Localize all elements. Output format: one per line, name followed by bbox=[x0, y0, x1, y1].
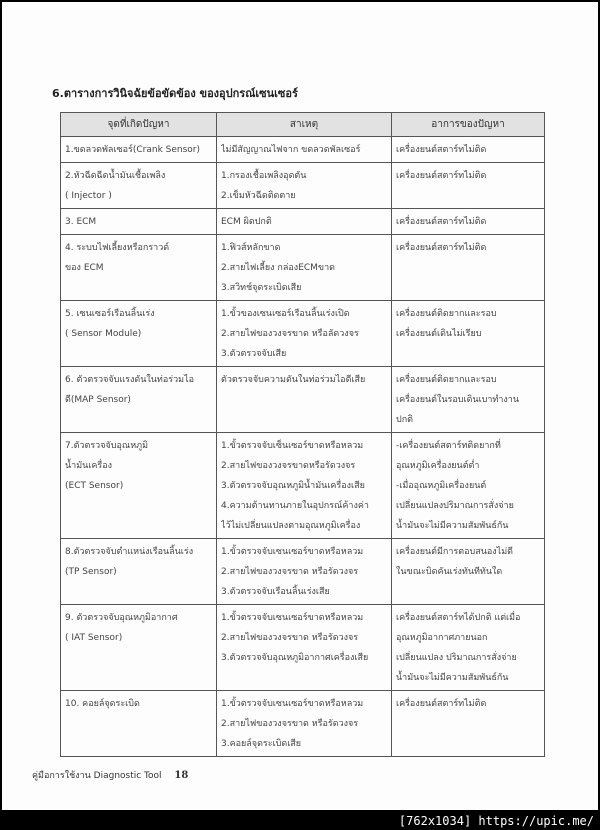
cell-line: 1.ขั้วตรวจจับเซ็นเซอร์ขาดหรือหลวม bbox=[221, 441, 364, 451]
cell-line: 6. ตัวตรวจจับแรงดันในท่อร่วมไอ bbox=[65, 375, 195, 385]
cell-cause bbox=[217, 301, 392, 367]
cell-line: 9. ตัวตรวจจับอุณหภูมิอากาศ bbox=[65, 613, 178, 623]
cell-problem-point bbox=[61, 433, 217, 539]
table-row bbox=[61, 301, 545, 367]
cell-line: ดี(MAP Sensor) bbox=[65, 395, 131, 405]
cell-line: 4.ความต้านทานภายในอุปกรณ์ค้างค่า bbox=[221, 501, 369, 511]
document-page bbox=[2, 2, 598, 810]
cell-symptom bbox=[392, 539, 545, 605]
cell-line: 2.สายไฟเลี้ยง กล่องECMขาด bbox=[221, 263, 335, 273]
cell-line: เครื่องยนต์สตาร์ทได้ปกติ แต่เมื่อ bbox=[396, 613, 521, 623]
cell-problem-point bbox=[61, 163, 217, 209]
table-row bbox=[61, 235, 545, 301]
cell-line: ตัวตรวจจับความดันในท่อร่วมไอดีเสีย bbox=[221, 375, 366, 385]
cell-line: 1.กรองเชื้อเพลิงอุดตัน bbox=[221, 171, 307, 181]
table-row bbox=[61, 367, 545, 433]
cell-cause bbox=[217, 433, 392, 539]
cell-line: เครื่องยนต์สตาร์ทไม่ติด bbox=[396, 217, 487, 227]
cell-line: ปกติ bbox=[396, 415, 414, 425]
cell-line: -เครื่องยนต์สตาร์ทติดยากที่ bbox=[396, 441, 501, 451]
cell-symptom bbox=[392, 433, 545, 539]
cell-line: ( Injector ) bbox=[65, 191, 112, 201]
cell-problem-point bbox=[61, 367, 217, 433]
cell-line: 3.คอยล์จุดระเบิดเสีย bbox=[221, 739, 302, 749]
cell-line: เครื่องยนต์สตาร์ทไม่ติด bbox=[396, 145, 487, 155]
cell-line: 2.สายไฟของวงจรขาดหรือรัดวงจร bbox=[221, 461, 356, 471]
cell-line: น้ำมันเครื่อง bbox=[65, 461, 113, 471]
cell-line: (ECT Sensor) bbox=[65, 481, 124, 491]
cell-line: 1.ขั้วของเซนเซอร์เรือนลิ้นเร่งเปิด bbox=[221, 309, 350, 319]
cell-line: 3.ตัวตรวจจับอุณหภูมิอากาศเครื่องเสีย bbox=[221, 653, 369, 663]
cell-line: เครื่องยนต์เดินไม่เรียบ bbox=[396, 329, 482, 339]
cell-line: ของ ECM bbox=[65, 263, 104, 273]
cell-symptom bbox=[392, 301, 545, 367]
cell-line: เครื่องยนต์สตาร์ทไม่ติด bbox=[396, 699, 487, 709]
cell-problem-point bbox=[61, 539, 217, 605]
cell-symptom bbox=[392, 137, 545, 163]
cell-problem-point bbox=[61, 691, 217, 757]
cell-problem-point bbox=[61, 137, 217, 163]
cell-line: 3.ตัวตรวจจับเสีย bbox=[221, 349, 287, 359]
table-row bbox=[61, 539, 545, 605]
section-title: 6.ตารางการวินิจฉัยข้อขัดข้อง ของอุปกรณ์เซนเซอร์ bbox=[52, 87, 298, 100]
cell-cause bbox=[217, 691, 392, 757]
image-watermark: [762x1034] https://upic.me/ bbox=[398, 814, 594, 828]
cell-line: เปลี่ยนแปลง ปริมาณการสั่งจ่าย bbox=[396, 653, 517, 663]
page-number: 18 bbox=[174, 770, 189, 781]
cell-problem-point bbox=[61, 235, 217, 301]
cell-line: เครื่องยนต์สตาร์ทไม่ติด bbox=[396, 171, 487, 181]
cell-cause bbox=[217, 539, 392, 605]
cell-line: 1.ขั้วตรวจจับเซนเซอร์ขาดหรือหลวม bbox=[221, 547, 364, 557]
cell-line: เครื่องยนต์ติดยากและรอบ bbox=[396, 375, 497, 385]
cell-line: 1.ขั้วตรวจจับเซนเซอร์ขาดหรือหลวม bbox=[221, 699, 364, 709]
cell-line: อุณหภูมิอากาศภายนอก bbox=[396, 633, 488, 643]
cell-line: 3. ECM bbox=[65, 217, 97, 227]
cell-line: ไว้ไม่เปลี่ยนแปลงตามอุณหภูมิเครื่อง bbox=[221, 521, 361, 531]
cell-cause bbox=[217, 235, 392, 301]
cell-line: ไม่มีสัญญาณไฟจาก ขดลวดพัลเซอร์ bbox=[221, 145, 361, 155]
cell-symptom bbox=[392, 163, 545, 209]
cell-line: 3.สวิทช์จุดระเบิดเสีย bbox=[221, 283, 302, 293]
cell-line: ECM ผิดปกติ bbox=[221, 217, 272, 227]
cell-line: เปลี่ยนแปลงปริมาณการสั่งจ่าย bbox=[396, 501, 514, 511]
cell-line: 2.เข็มหัวฉีดติดตาย bbox=[221, 191, 296, 201]
cell-problem-point bbox=[61, 301, 217, 367]
table-row bbox=[61, 433, 545, 539]
cell-symptom bbox=[392, 691, 545, 757]
cell-symptom bbox=[392, 209, 545, 235]
cell-problem-point bbox=[61, 605, 217, 691]
cell-line: 4. ระบบไฟเลี้ยงหรือกราวด์ bbox=[65, 243, 170, 253]
cell-cause bbox=[217, 163, 392, 209]
cell-line: 2.สายไฟของวงจรขาด หรือรัดวงจร bbox=[221, 633, 359, 643]
table-row bbox=[61, 137, 545, 163]
footer-label: คู่มือการใช้งาน Diagnostic Tool bbox=[32, 771, 162, 781]
cell-line: 1.ฟิวส์หลักขาด bbox=[221, 243, 281, 253]
cell-line: (TP Sensor) bbox=[65, 567, 117, 577]
cell-line: เครื่องยนต์สตาร์ทไม่ติด bbox=[396, 243, 487, 253]
cell-line: น้ำมันจะไม่มีความสัมพันธ์กัน bbox=[396, 521, 509, 531]
cell-cause bbox=[217, 367, 392, 433]
cell-line: 3.ตัวตรวจจับเรือนลิ้นเร่งเสีย bbox=[221, 587, 330, 597]
header-symptom: อาการของปัญหา bbox=[392, 113, 545, 137]
table-header-row bbox=[61, 113, 545, 137]
page-footer bbox=[32, 768, 188, 782]
cell-line: 2.สายไฟของวงจรขาด หรือรัดวงจร bbox=[221, 567, 359, 577]
cell-line: เครื่องยนต์ในรอบเดินเบาทำงาน bbox=[396, 395, 520, 405]
cell-line: 8.ตัวตรวจจับตำแหน่งเรือนลิ้นเร่ง bbox=[65, 547, 194, 557]
cell-line: 5. เซนเซอร์เรือนลิ้นเร่ง bbox=[65, 309, 155, 319]
cell-line: น้ำมันจะไม่มีความสัมพันธ์กัน bbox=[396, 673, 509, 683]
cell-cause bbox=[217, 605, 392, 691]
cell-line: 1.ขั้วตรวจจับเซนเซอร์ขาดหรือหลวม bbox=[221, 613, 364, 623]
diagnostic-table bbox=[60, 112, 545, 757]
cell-problem-point bbox=[61, 209, 217, 235]
cell-line: 3.ตัวตรวจจับอุณหภูมิน้ำมันเครื่องเสีย bbox=[221, 481, 365, 491]
table-row bbox=[61, 691, 545, 757]
cell-line: 2.สายไฟของวงจรขาด หรือรัดวงจร bbox=[221, 719, 359, 729]
cell-line: ในขณะบิดคันเร่งทันทีทันใด bbox=[396, 567, 503, 577]
cell-line: -เมื่ออุณหภูมิเครื่องยนต์ bbox=[396, 481, 487, 491]
cell-symptom bbox=[392, 605, 545, 691]
cell-symptom bbox=[392, 367, 545, 433]
cell-cause bbox=[217, 137, 392, 163]
cell-cause bbox=[217, 209, 392, 235]
cell-line: เครื่องยนต์มีการตอบสนองไม่ดี bbox=[396, 547, 513, 557]
cell-line: ( Sensor Module) bbox=[65, 329, 142, 339]
table-row bbox=[61, 163, 545, 209]
cell-line: อุณหภูมิเครื่องยนต์ต่ำ bbox=[396, 461, 480, 471]
header-cause: สาเหตุ bbox=[217, 113, 392, 137]
cell-line: 2.หัวฉีดฉีดน้ำมันเชื้อเพลิง bbox=[65, 171, 166, 181]
cell-line: 1.ขดลวดพัลเซอร์(Crank Sensor) bbox=[65, 145, 201, 155]
cell-line: เครื่องยนต์ติดยากและรอบ bbox=[396, 309, 497, 319]
cell-line: 10. คอยล์จุดระเบิด bbox=[65, 699, 140, 709]
cell-line: ( IAT Sensor) bbox=[65, 633, 123, 643]
table-row bbox=[61, 209, 545, 235]
header-problem-point: จุดที่เกิดปัญหา bbox=[61, 113, 217, 137]
table-row bbox=[61, 605, 545, 691]
cell-symptom bbox=[392, 235, 545, 301]
cell-line: 7.ตัวตรวจจับอุณหภูมิ bbox=[65, 441, 149, 451]
cell-line: 2.สายไฟของวงจรขาด หรือลัดวงจร bbox=[221, 329, 359, 339]
